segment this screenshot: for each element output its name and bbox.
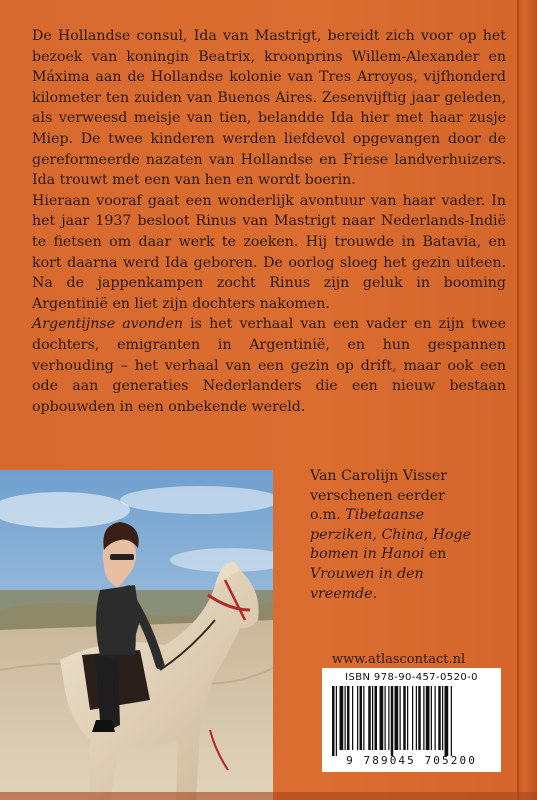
barcode-bar (375, 686, 378, 750)
books-prefix: o.m. (310, 507, 346, 524)
barcode (322, 668, 501, 772)
barcode-bar (403, 686, 406, 750)
barcode-bar (352, 686, 353, 750)
author-photo (0, 470, 273, 800)
blurb-paragraph-2: Hieraan vooraf gaat een wonderlijk avontuur van haar vader. In het jaar 1937 besloot Rinus van Mastrigt naar Nederlands-Indië te fietsen om daar werk te zoeken. Hij trouwde in Batavia, en kort daarna werd Ida geboren. De oorlog sloeg het gezin uiteen. Na de jappenkampen zocht Rinus zijn geluk in booming Argentinië en liet zijn dochters nakomen. (32, 192, 506, 312)
barcode-bar (368, 686, 371, 750)
barcode-bars (332, 686, 492, 756)
blurb-paragraph-3 (32, 314, 506, 417)
barcode-bar (423, 686, 424, 750)
barcode-bar (347, 686, 350, 750)
barcode-bar (412, 686, 413, 750)
book-title: Argentijnse avonden (32, 316, 183, 333)
barcode-bar (391, 686, 394, 756)
barcode-bar (418, 686, 421, 750)
book-1: Tibetaanse perziken, (310, 507, 425, 543)
barcode-bar (385, 686, 386, 750)
barcode-bar (442, 686, 443, 750)
author-on-horse-image (0, 470, 273, 800)
barcode-bar (435, 686, 436, 750)
barcode-bar (380, 686, 384, 750)
barcode-bar (360, 686, 363, 750)
blurb-paragraph-3-text: is het verhaal van een vader en zijn twee dochters, emigranten in Argentinië, en hun gespannen verhouding – het verhaal van een gezin op drift, maar ook een ode aan generaties Nederlanders die een nieuw bestaan opbouwden in een onbekende wereld. (32, 316, 507, 415)
barcode-bar (336, 686, 337, 756)
other-books-note (310, 467, 490, 604)
books-list (310, 506, 490, 604)
spine-crease (517, 0, 519, 800)
book-2: China (381, 526, 424, 543)
barcode-bar (416, 686, 417, 750)
barcode-bar (340, 686, 344, 750)
sep-2: en (424, 546, 447, 563)
barcode-bar (407, 686, 408, 750)
barcode-bar (451, 686, 452, 756)
barcode-bar (345, 686, 346, 750)
barcode-bar (357, 686, 358, 750)
isbn-label: ISBN 978-90-457-0520-0 (345, 672, 478, 683)
blurb-paragraph-1: De Hollandse consul, Ida van Mastrigt, bereidt zich voor op het bezoek van koningin Beatrix, kroonprins Willem-Alexander en Máxima aan de Hollandse kolonie van Tres Arroyos, vijfhonderd kilometer ten zuiden van Buenos Aires. Zesenvijftig jaar geleden, als verweesd meisje van tien, belandde Ida hier met haar zusje Miep. De twee kinderen werden liefdevol opgevangen door de gereformeerde nazaten van Hollandse en Friese landverhuizers. Ida trouwt met een van hen en wordt boerin. (32, 28, 506, 189)
publisher-url: www.atlascontact.nl (332, 652, 466, 667)
barcode-bar (400, 686, 401, 750)
barcode-bar (445, 686, 449, 756)
barcode-bar (438, 686, 441, 750)
barcode-bar (426, 686, 430, 750)
barcode-bar (363, 686, 364, 750)
spine-edge (517, 0, 537, 800)
author-line: Van Carolijn Visser (310, 468, 448, 484)
sep-1: , (423, 526, 433, 543)
book-4: Vrouwen in den vreemde (310, 565, 424, 602)
ean-number: 9 789045 705200 (346, 754, 477, 767)
barcode-bar (388, 686, 389, 750)
published-line: verschenen eerder (310, 487, 445, 504)
barcode-bar (395, 686, 399, 750)
barcode-bar (332, 686, 335, 756)
bottom-edge (0, 792, 537, 800)
barcode-bar (431, 686, 432, 750)
books-end: . (372, 585, 378, 602)
blurb-text (32, 26, 506, 417)
barcode-bar (372, 686, 373, 750)
book-3: Hoge bomen in Hanoi (310, 526, 472, 563)
